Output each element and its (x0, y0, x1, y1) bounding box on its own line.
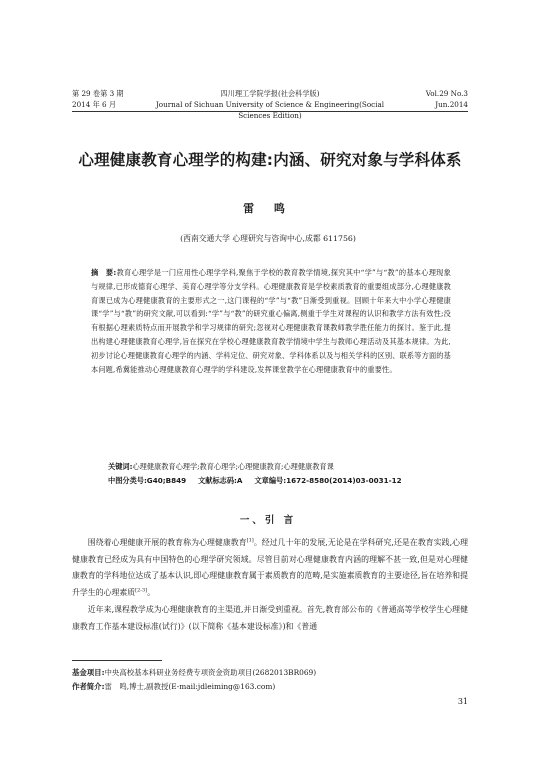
journal-name-en: Journal of Sichuan University of Science & Engineering(Social Sciences Edition) (155, 100, 385, 120)
paragraph: 围绕着心理健康开展的教育称为心理健康教育[1]。经过几十年的发展,无论是在学科研究,还是在教育实践,心理健康教育已经成为具有中国特色的心理学研究领域。尽管目前对心理健康教育内涵的理解不甚一致,但是对心理健康教育的学科地位达成了基本认识,即心理健康教育属于素质教育的范畴,是实施素质教育的主要途径,旨在培养和提升学生的心理素质[2-3]。 (72, 537, 468, 597)
article-title: 心理健康教育心理学的构建:内涵、研究对象与学科体系 (78, 151, 462, 169)
footnotes (72, 666, 468, 694)
abstract (91, 266, 451, 376)
date-en: Jun.2014 (435, 100, 468, 109)
header-rule (72, 111, 468, 112)
abstract-label: 摘 要: (91, 268, 117, 277)
footnote-rule (72, 660, 162, 661)
date-cn: 2014 年 6 月 (72, 100, 117, 109)
author-name: 雷 鸣 (243, 202, 293, 215)
body-text (72, 535, 468, 635)
section-heading: 一、引 言 (239, 515, 297, 526)
page-number: 31 (457, 697, 468, 706)
article-number: 文章编号:1672-8580(2014)03-0031-12 (254, 476, 402, 485)
volume-cn: 第 29 卷第 3 期 (72, 89, 124, 98)
abstract-text: 教育心理学是一门应用性心理学学科,聚焦于学校的教育教学情境,探究其中“学”与“教”的基本心理现象与规律,已形成德育心理学、美育心理学等分支学科。心理健康教育是学校素质教育的重要组成部分,心理健康教育课已成为心理健康教育的主要形式之一,这门课程的“学”与“教”日渐受到重视。回顾十年来大中小学心理健康课“学”与“教”的研究文献,可以看到:“学”与“教”的研究重心偏离,侧重于学生对课程的认识和教学方法有效性;没有根据心理素质特点而开展教学和学习规律的研究;忽视对心理健康教育课教师教学胜任能力的探讨。鉴于此,提出构建心理健康教育心理学,旨在探究在学校心理健康教育教学情境中学生与教师心理活动及其基本规律。为此,初步讨论心理健康教育心理学的内涵、学科定位、研究对象、学科体系以及与相关学科的区别、联系等方面的基本问题,希冀能推动心理健康教育心理学的学科建设,发挥课堂教学在心理健康教育中的重要性。 (91, 268, 451, 374)
citation-ref: [1] (246, 537, 254, 544)
keywords-text: 心理健康教育心理学;教育心理学;心理健康教育;心理健康教育课 (132, 462, 334, 471)
classification-line (108, 474, 468, 487)
author-affiliation: (西南交通大学 心理研究与咨询中心,成都 611756) (180, 234, 356, 243)
citation-ref: [2-3] (135, 586, 148, 593)
journal-name-cn: 四川理工学院学报(社会科学版) (220, 89, 320, 98)
funding-note: 基金项目:中央高校基本科研业务经费专项资金资助项目(2682013BR069) (72, 668, 317, 677)
clc-number: 中图分类号:G40;B849 (108, 476, 187, 485)
paragraph: 近年来,课程教学成为心理健康教育的主渠道,并日渐受到重视。首先,教育部公布的《普通高等学校学生心理健康教育工作基本建设标准(试行)》(以下简称《基本建设标准》)和《普通 (72, 605, 468, 631)
keywords (108, 460, 458, 473)
keywords-label: 关键词: (108, 462, 133, 471)
volume-en: Vol.29 No.3 (425, 89, 468, 98)
running-header (72, 88, 468, 121)
author-note: 作者简介:雷 鸣,博士,副教授(E-mail:jdleiming@163.com) (72, 682, 276, 691)
document-code: 文献标志码:A (198, 476, 243, 485)
